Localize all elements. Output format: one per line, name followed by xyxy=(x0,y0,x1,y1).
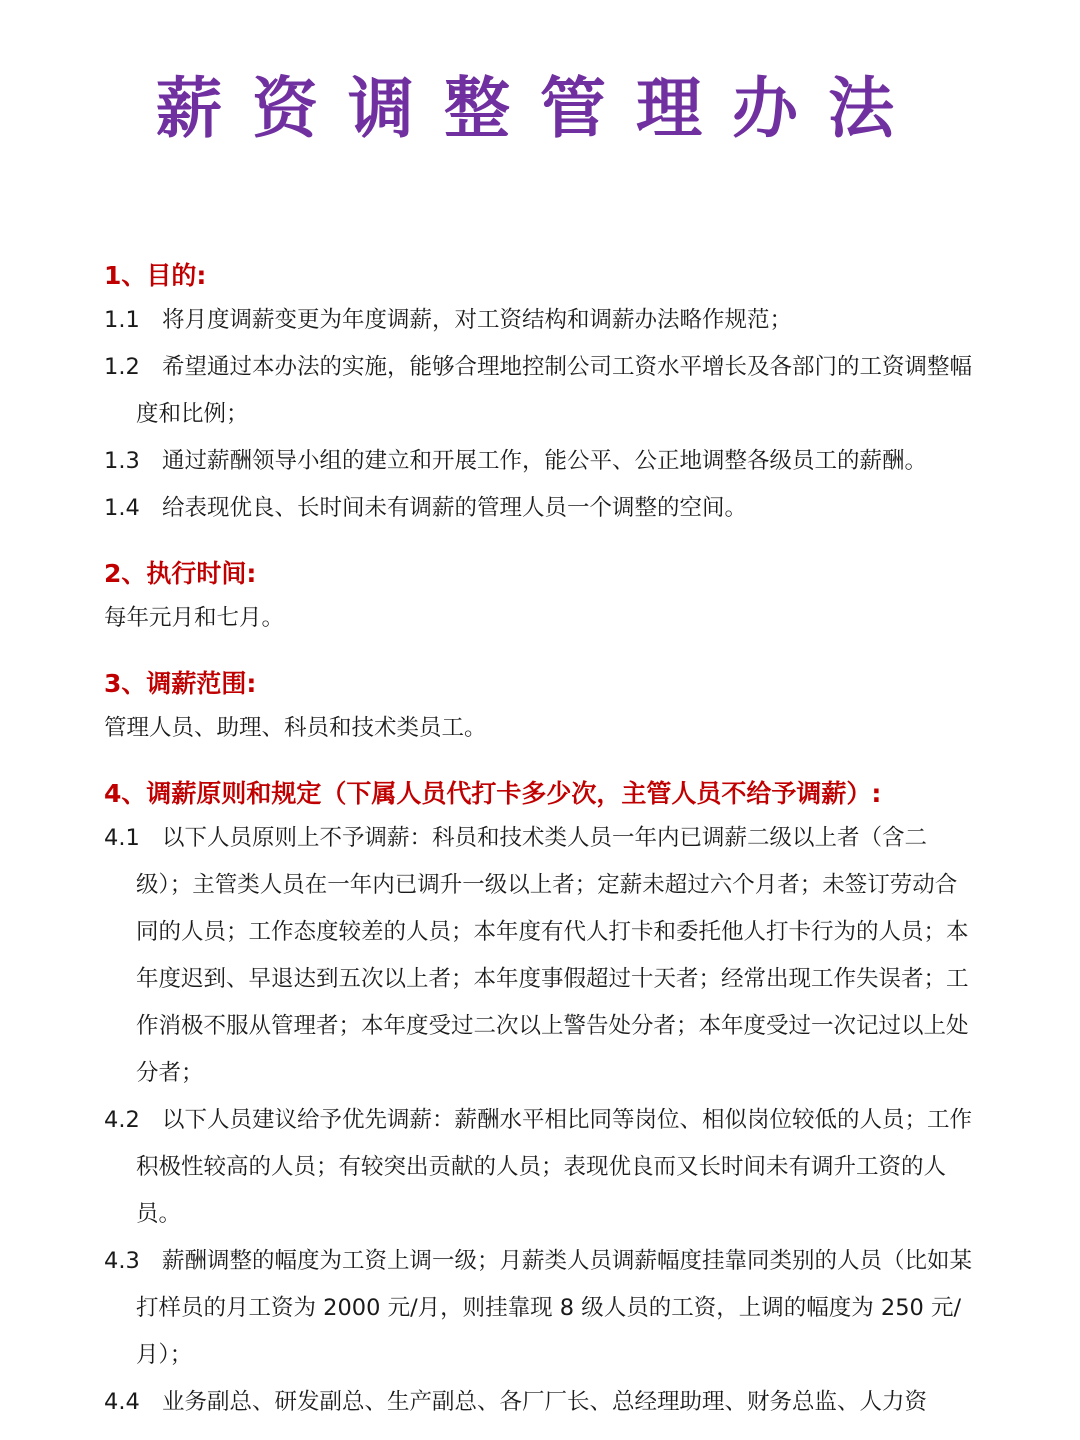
item-text: 以下人员建议给予优先调薪：薪酬水平相比同等岗位、相似岗位较低的人员；工作积极性较高的人员；有较突出贡献的人员；表现优良而又长时间未有调升工资的人员。 xyxy=(136,1107,973,1227)
list-item xyxy=(104,815,976,1097)
item-number: 1.1 xyxy=(104,307,140,333)
list-item xyxy=(104,1097,976,1238)
section-text: 每年元月和七月。 xyxy=(104,605,285,631)
section-text: 管理人员、助理、科员和技术类员工。 xyxy=(104,715,487,741)
item-number: 4.2 xyxy=(104,1107,140,1133)
item-text: 通过薪酬领导小组的建立和开展工作，能公平、公正地调整各级员工的薪酬。 xyxy=(162,448,928,474)
list-item xyxy=(104,297,976,344)
item-text: 给表现优良、长时间未有调薪的管理人员一个调整的空间。 xyxy=(162,495,748,521)
section-heading: 2、执行时间: xyxy=(104,559,257,588)
item-text: 希望通过本办法的实施，能够合理地控制公司工资水平增长及各部门的工资调整幅度和比例； xyxy=(136,354,973,427)
section-scope xyxy=(104,666,976,752)
document-title: 薪资调整管理办法 xyxy=(156,70,924,147)
item-number: 4.4 xyxy=(104,1389,140,1415)
item-number: 1.3 xyxy=(104,448,140,474)
item-number: 1.4 xyxy=(104,495,140,521)
item-number: 4.3 xyxy=(104,1248,140,1274)
section-purpose xyxy=(104,258,976,532)
list-item xyxy=(104,1238,976,1379)
item-number: 4.1 xyxy=(104,825,140,851)
item-number: 1.2 xyxy=(104,354,140,380)
section-principles xyxy=(104,776,976,1426)
section-heading: 1、目的: xyxy=(104,261,207,290)
item-text: 业务副总、研发副总、生产副总、各厂厂长、总经理助理、财务总监、人力资 xyxy=(162,1389,928,1415)
list-item xyxy=(104,485,976,532)
list-item xyxy=(104,1379,976,1426)
section-heading: 4、调薪原则和规定（下属人员代打卡多少次，主管人员不给予调薪）: xyxy=(104,779,882,808)
item-text: 薪酬调整的幅度为工资上调一级；月薪类人员调薪幅度挂靠同类别的人员（比如某打样员的月工资为 2000 元/月，则挂靠现 8 级人员的工资，上调的幅度为 250 元/月）； xyxy=(136,1248,973,1368)
section-execution-time xyxy=(104,556,976,642)
item-text: 以下人员原则上不予调薪：科员和技术类人员一年内已调薪二级以上者（含二级）；主管类人员在一年内已调升一级以上者；定薪未超过六个月者；未签订劳动合同的人员；工作态度较差的人员；本年度有代人打卡和委托他人打卡行为的人员；本年度迟到、早退达到五次以上者；本年度事假超过十天者；经常出现工作失误者；工作消极不服从管理者；本年度受过二次以上警告处分者；本年度受过一次记过以上处分者； xyxy=(136,825,969,1086)
list-item xyxy=(104,344,976,438)
section-heading: 3、调薪范围: xyxy=(104,669,257,698)
item-text: 将月度调薪变更为年度调薪，对工资结构和调薪办法略作规范； xyxy=(162,307,793,333)
list-item xyxy=(104,438,976,485)
